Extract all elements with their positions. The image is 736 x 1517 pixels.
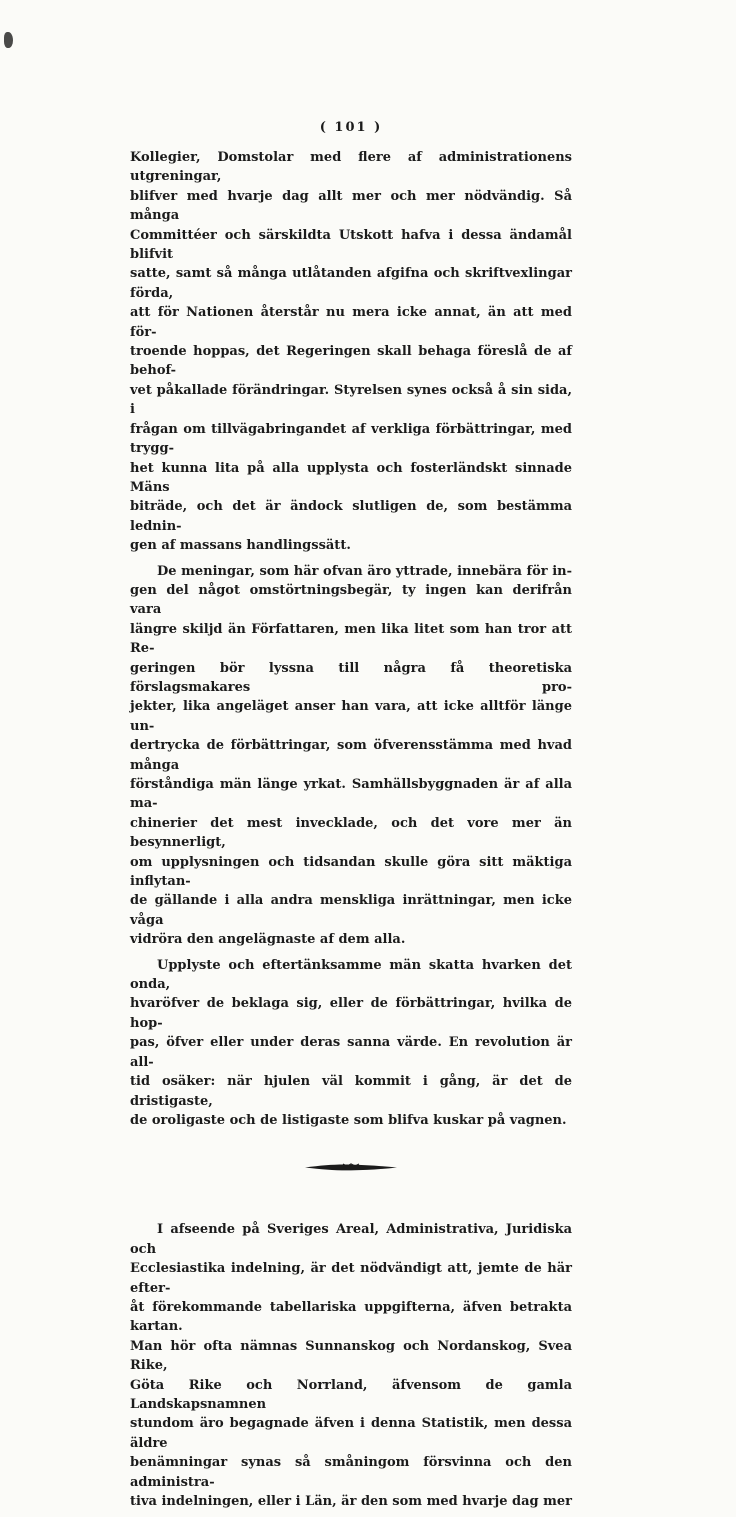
paragraph-2 xyxy=(130,562,572,950)
text-line: jekter, lika angeläget anser han vara, att icke alltför länge un- xyxy=(130,699,572,734)
text-line: förståndiga män länge yrkat. Samhällsbyggnaden är af alla ma- xyxy=(130,777,572,812)
text-line: geringen bör lyssna till några få theoretiska förslagsmakares pro- xyxy=(130,660,572,695)
text-line: het kunna lita på alla upplysta och fosterländskt sinnade Mäns xyxy=(130,460,572,495)
text-line: de gällande i alla andra menskliga inrättningar, men icke våga xyxy=(130,893,572,928)
page-number: ( 101 ) xyxy=(319,120,383,135)
text-line: dertrycka de förbättringar, som öfverensstämma med hvad många xyxy=(130,738,572,773)
text-line: om upplysningen och tidsandan skulle göra sitt mäktiga inflytan- xyxy=(130,854,572,890)
text-line: chinerier det mest invecklade, och det vore mer än besynnerligt, xyxy=(130,815,572,851)
text-line: tiva indelningen, eller i Län, är den som med hvarje dag mer xyxy=(130,1494,572,1509)
text-line: Upplyste och eftertänksamme män skatta hvarken det onda, xyxy=(130,957,572,993)
paragraph-3 xyxy=(130,956,572,1131)
text-line: Göta Rike och Norrland, äfvensom de gamla Landskapsnamnen xyxy=(130,1377,572,1412)
text-line: benämningar synas så småningom försvinna och den administra- xyxy=(130,1455,572,1490)
text-line: gen af massans handlingssätt. xyxy=(130,538,351,554)
scan-artifact xyxy=(4,32,13,48)
text-line: tid osäker: när hjulen väl kommit i gång, är det de dristigaste, xyxy=(130,1074,572,1109)
text-line: biträde, och det är ändock slutligen de, som bestämma lednin- xyxy=(130,499,572,534)
text-line: längre skiljd än Författaren, men lika litet som han tror att Re- xyxy=(130,621,572,657)
document-page xyxy=(130,0,572,1517)
text-line: I afseende på Sveriges Areal, Administrativa, Juridiska och xyxy=(130,1222,572,1257)
paragraph-4 xyxy=(130,1220,572,1511)
text-line: vet påkallade förändringar. Styrelsen synes också å sin sida, i xyxy=(130,382,572,418)
text-line: Man hör ofta nämnas Sunnanskog och Nordanskog, Svea Rike, xyxy=(130,1338,572,1374)
text-line: att för Nationen återstår nu mera icke annat, än att med för- xyxy=(130,305,572,340)
text-line: frågan om tillvägabringandet af verkliga förbättringar, med trygg- xyxy=(130,421,572,457)
text-line: vidröra den angelägnaste af dem alla. xyxy=(130,932,406,948)
paragraph-1 xyxy=(130,148,572,556)
text-line: troende hoppas, det Regeringen skall behaga föreslå de af behof- xyxy=(130,344,572,379)
text-line: gen del något omstörtningsbegär, ty ingen kan derifrån vara xyxy=(130,582,572,618)
text-line: Ecclesiastika indelning, är det nödvändigt att, jemte de här efter- xyxy=(130,1261,572,1296)
text-line: satte, samt så många utlåtanden afgifna och skriftvexlingar förda, xyxy=(130,266,572,301)
ornament-rule-icon xyxy=(305,1163,397,1172)
text-line: åt förekommande tabellariska uppgifterna, äfven betrakta kartan. xyxy=(130,1299,572,1335)
text-line: Kollegier, Domstolar med flere af administrationens utgreningar, xyxy=(130,150,572,185)
text-line: de oroligaste och de listigaste som blifva kuskar på vagnen. xyxy=(130,1112,567,1128)
text-line: pas, öfver eller under deras sanna värde. En revolution är all- xyxy=(130,1035,572,1070)
text-line: hvaröfver de beklaga sig, eller de förbättringar, hvilka de hop- xyxy=(130,996,572,1031)
text-line: De meningar, som här ofvan äro yttrade, innebära för in- xyxy=(157,563,572,579)
text-line: blifver med hvarje dag allt mer och mer nödvändig. Så många xyxy=(130,188,572,224)
text-line: stundom äro begagnade äfven i denna Statistik, men dessa äldre xyxy=(130,1416,572,1451)
section-divider xyxy=(130,1157,572,1176)
text-line: Committéer och särskildta Utskott hafva i dessa ändamål blifvit xyxy=(130,227,572,263)
